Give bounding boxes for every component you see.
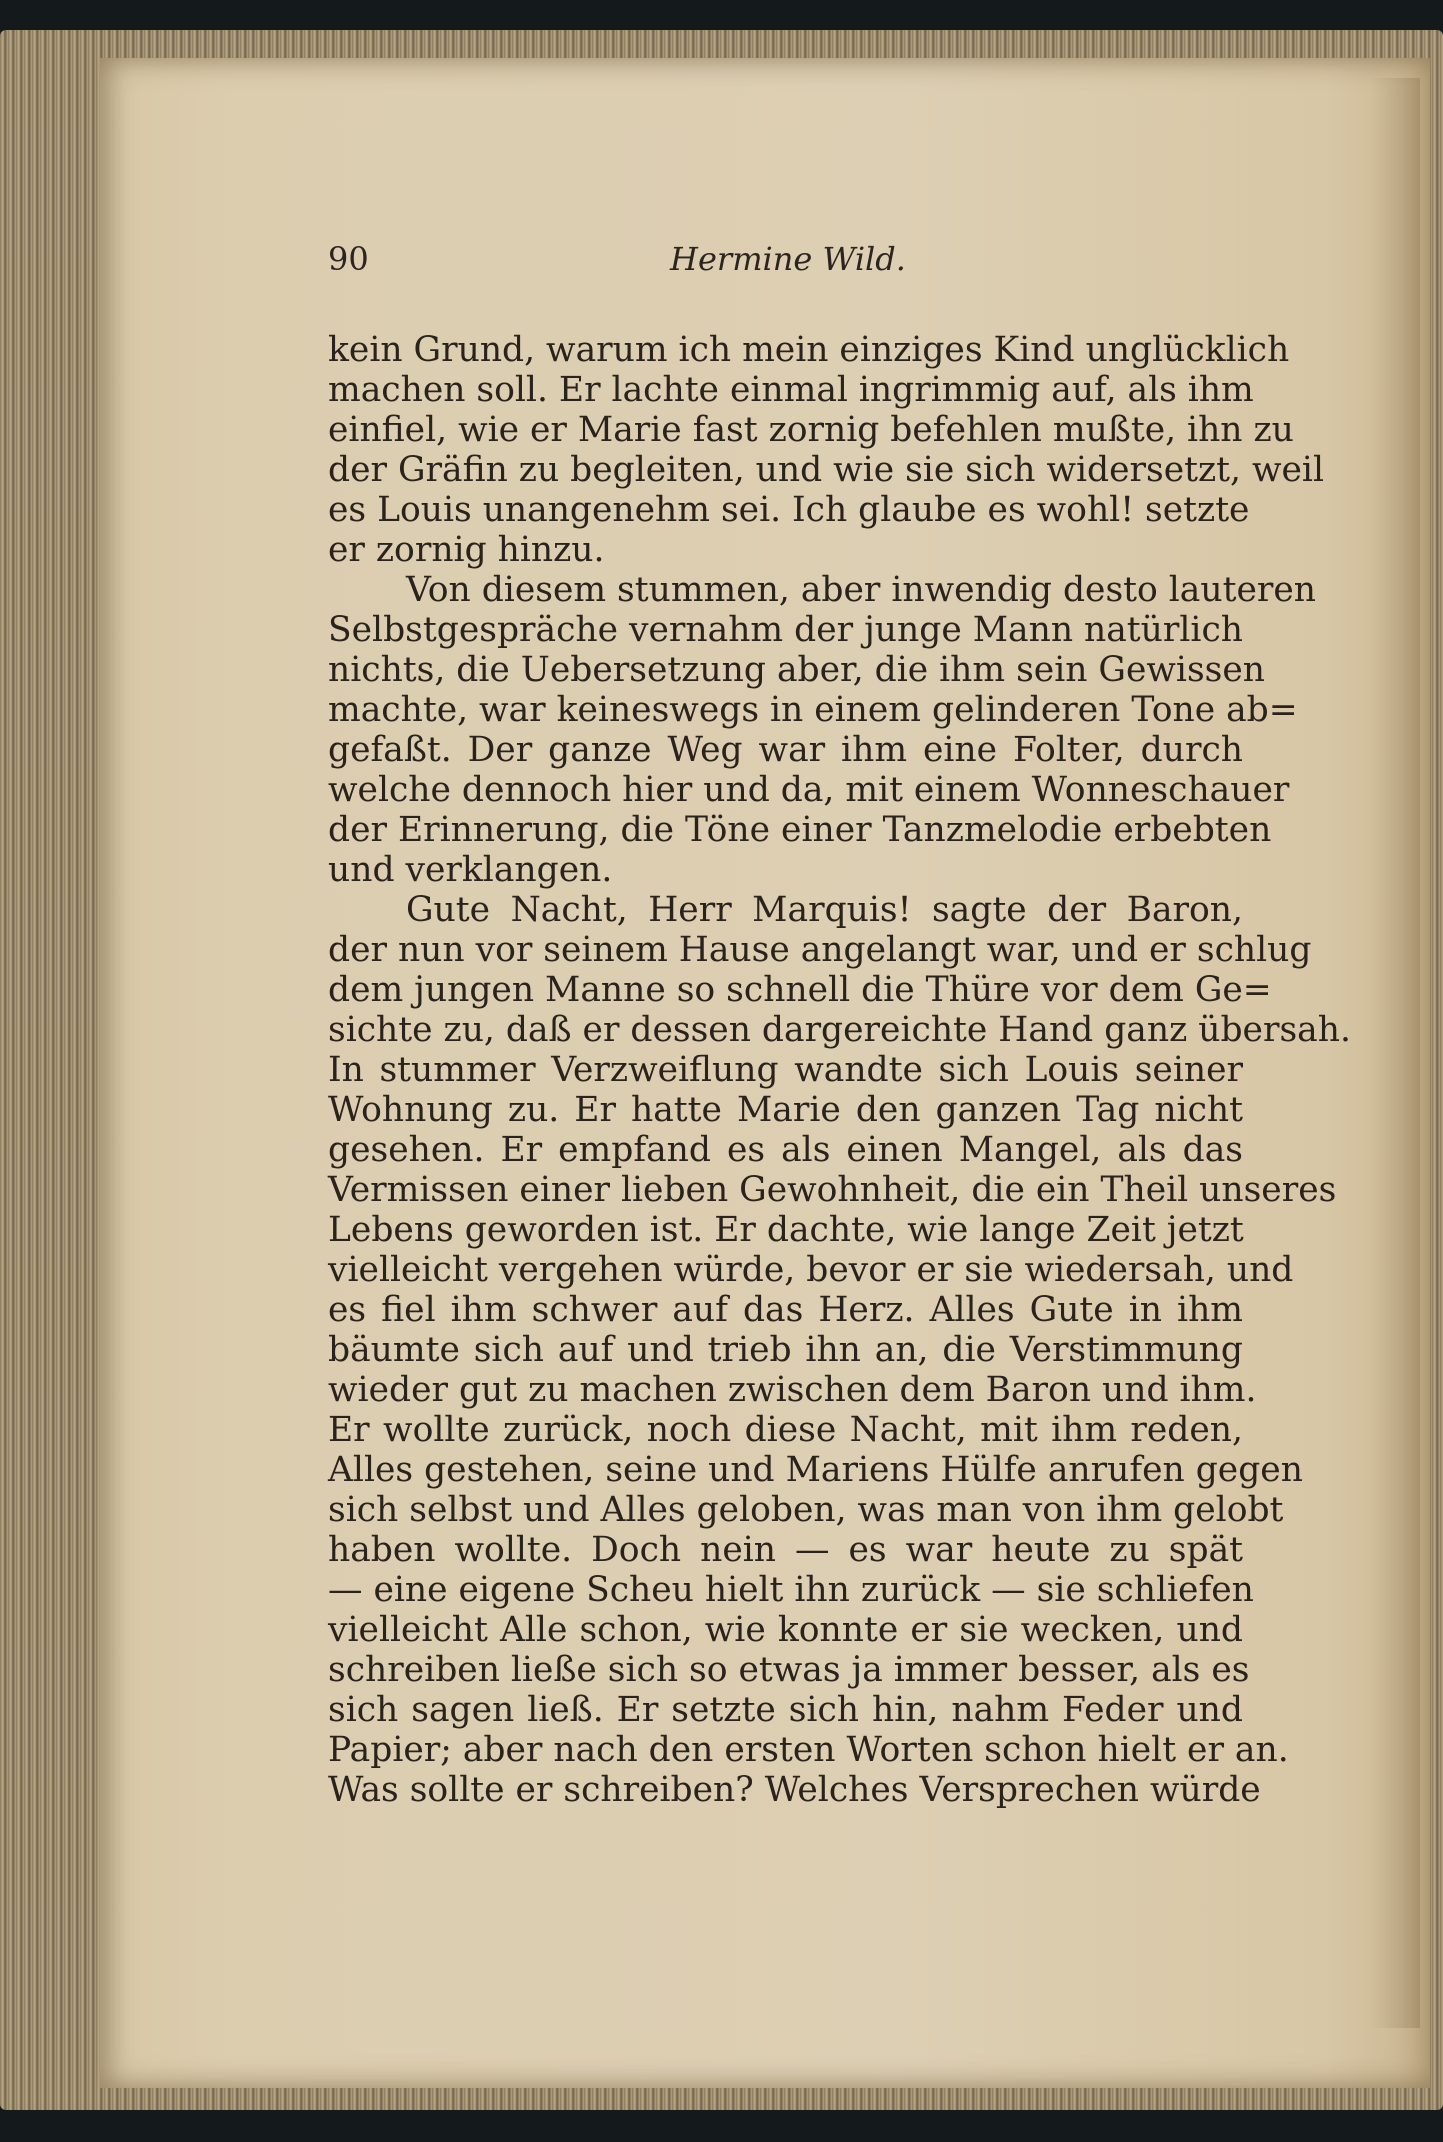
text-line: Alles gestehen, seine und Mariens Hülfe anrufen gegen: [328, 1450, 1303, 1490]
page-header: [328, 240, 1248, 296]
text-line: Wohnung zu. Er hatte Marie den ganzen Tag nicht: [328, 1090, 1243, 1130]
text-line: Gute Nacht, Herr Marquis! sagte der Baron,: [406, 890, 1243, 930]
text-line: der nun vor seinem Hause angelangt war, und er schlug: [328, 930, 1312, 970]
text-line: sich sagen ließ. Er setzte sich hin, nahm Feder und: [328, 1690, 1243, 1730]
body-text: [328, 330, 1351, 1810]
text-line: Vermissen einer lieben Gewohnheit, die ein Theil unseres: [328, 1170, 1337, 1210]
text-line: machen soll. Er lachte einmal ingrimmig auf, als ihm: [328, 370, 1254, 410]
text-line: gesehen. Er empfand es als einen Mangel, als das: [328, 1130, 1243, 1170]
text-line: welche dennoch hier und da, mit einem Wonneschauer: [328, 770, 1290, 810]
text-line: dem jungen Manne so schnell die Thüre vor dem Ge=: [328, 970, 1272, 1010]
text-line: nichts, die Uebersetzung aber, die ihm sein Gewissen: [328, 650, 1266, 690]
running-title: Hermine Wild.: [670, 240, 906, 278]
text-line: Lebens geworden ist. Er dachte, wie lange Zeit jetzt: [328, 1210, 1244, 1250]
text-line: es fiel ihm schwer auf das Herz. Alles Gute in ihm: [328, 1290, 1243, 1330]
text-line: schreiben ließe sich so etwas ja immer besser, als es: [328, 1650, 1250, 1690]
text-line: Papier; aber nach den ersten Worten schon hielt er an.: [328, 1730, 1289, 1770]
text-line: machte, war keineswegs in einem gelinderen Tone ab=: [328, 690, 1298, 730]
text-line: wieder gut zu machen zwischen dem Baron und ihm.: [328, 1370, 1257, 1410]
text-line: vielleicht Alle schon, wie konnte er sie wecken, und: [328, 1610, 1243, 1650]
text-line: einfiel, wie er Marie fast zornig befehlen mußte, ihn zu: [328, 410, 1294, 450]
text-line: Was sollte er schreiben? Welches Versprechen würde: [328, 1770, 1261, 1810]
page-number: 90: [328, 240, 369, 278]
text-line: der Gräfin zu begleiten, und wie sie sich widersetzt, weil: [328, 450, 1324, 490]
text-line: der Erinnerung, die Töne einer Tanzmelodie erbebten: [328, 810, 1272, 850]
text-line: vielleicht vergehen würde, bevor er sie wiedersah, und: [328, 1250, 1294, 1290]
text-line: kein Grund, warum ich mein einziges Kind unglücklich: [328, 330, 1290, 370]
text-line: Von diesem stummen, aber inwendig desto lauteren: [406, 570, 1316, 610]
text-line: sich selbst und Alles geloben, was man von ihm gelobt: [328, 1490, 1284, 1530]
text-line: haben wollte. Doch nein — es war heute zu spät: [328, 1530, 1243, 1570]
text-line: er zornig hinzu.: [328, 530, 605, 570]
text-line: In stummer Verzweiflung wandte sich Louis seiner: [328, 1050, 1243, 1090]
text-line: Selbstgespräche vernahm der junge Mann natürlich: [328, 610, 1243, 650]
text-line: gefaßt. Der ganze Weg war ihm eine Folter, durch: [328, 730, 1243, 770]
text-line: und verklangen.: [328, 850, 613, 890]
text-line: sichte zu, daß er dessen dargereichte Hand ganz übersah.: [328, 1010, 1351, 1050]
text-line: Er wollte zurück, noch diese Nacht, mit ihm reden,: [328, 1410, 1243, 1450]
text-line: — eine eigene Scheu hielt ihn zurück — sie schliefen: [328, 1570, 1254, 1610]
text-line: es Louis unangenehm sei. Ich glaube es wohl! setzte: [328, 490, 1250, 530]
text-line: bäumte sich auf und trieb ihn an, die Verstimmung: [328, 1330, 1243, 1370]
